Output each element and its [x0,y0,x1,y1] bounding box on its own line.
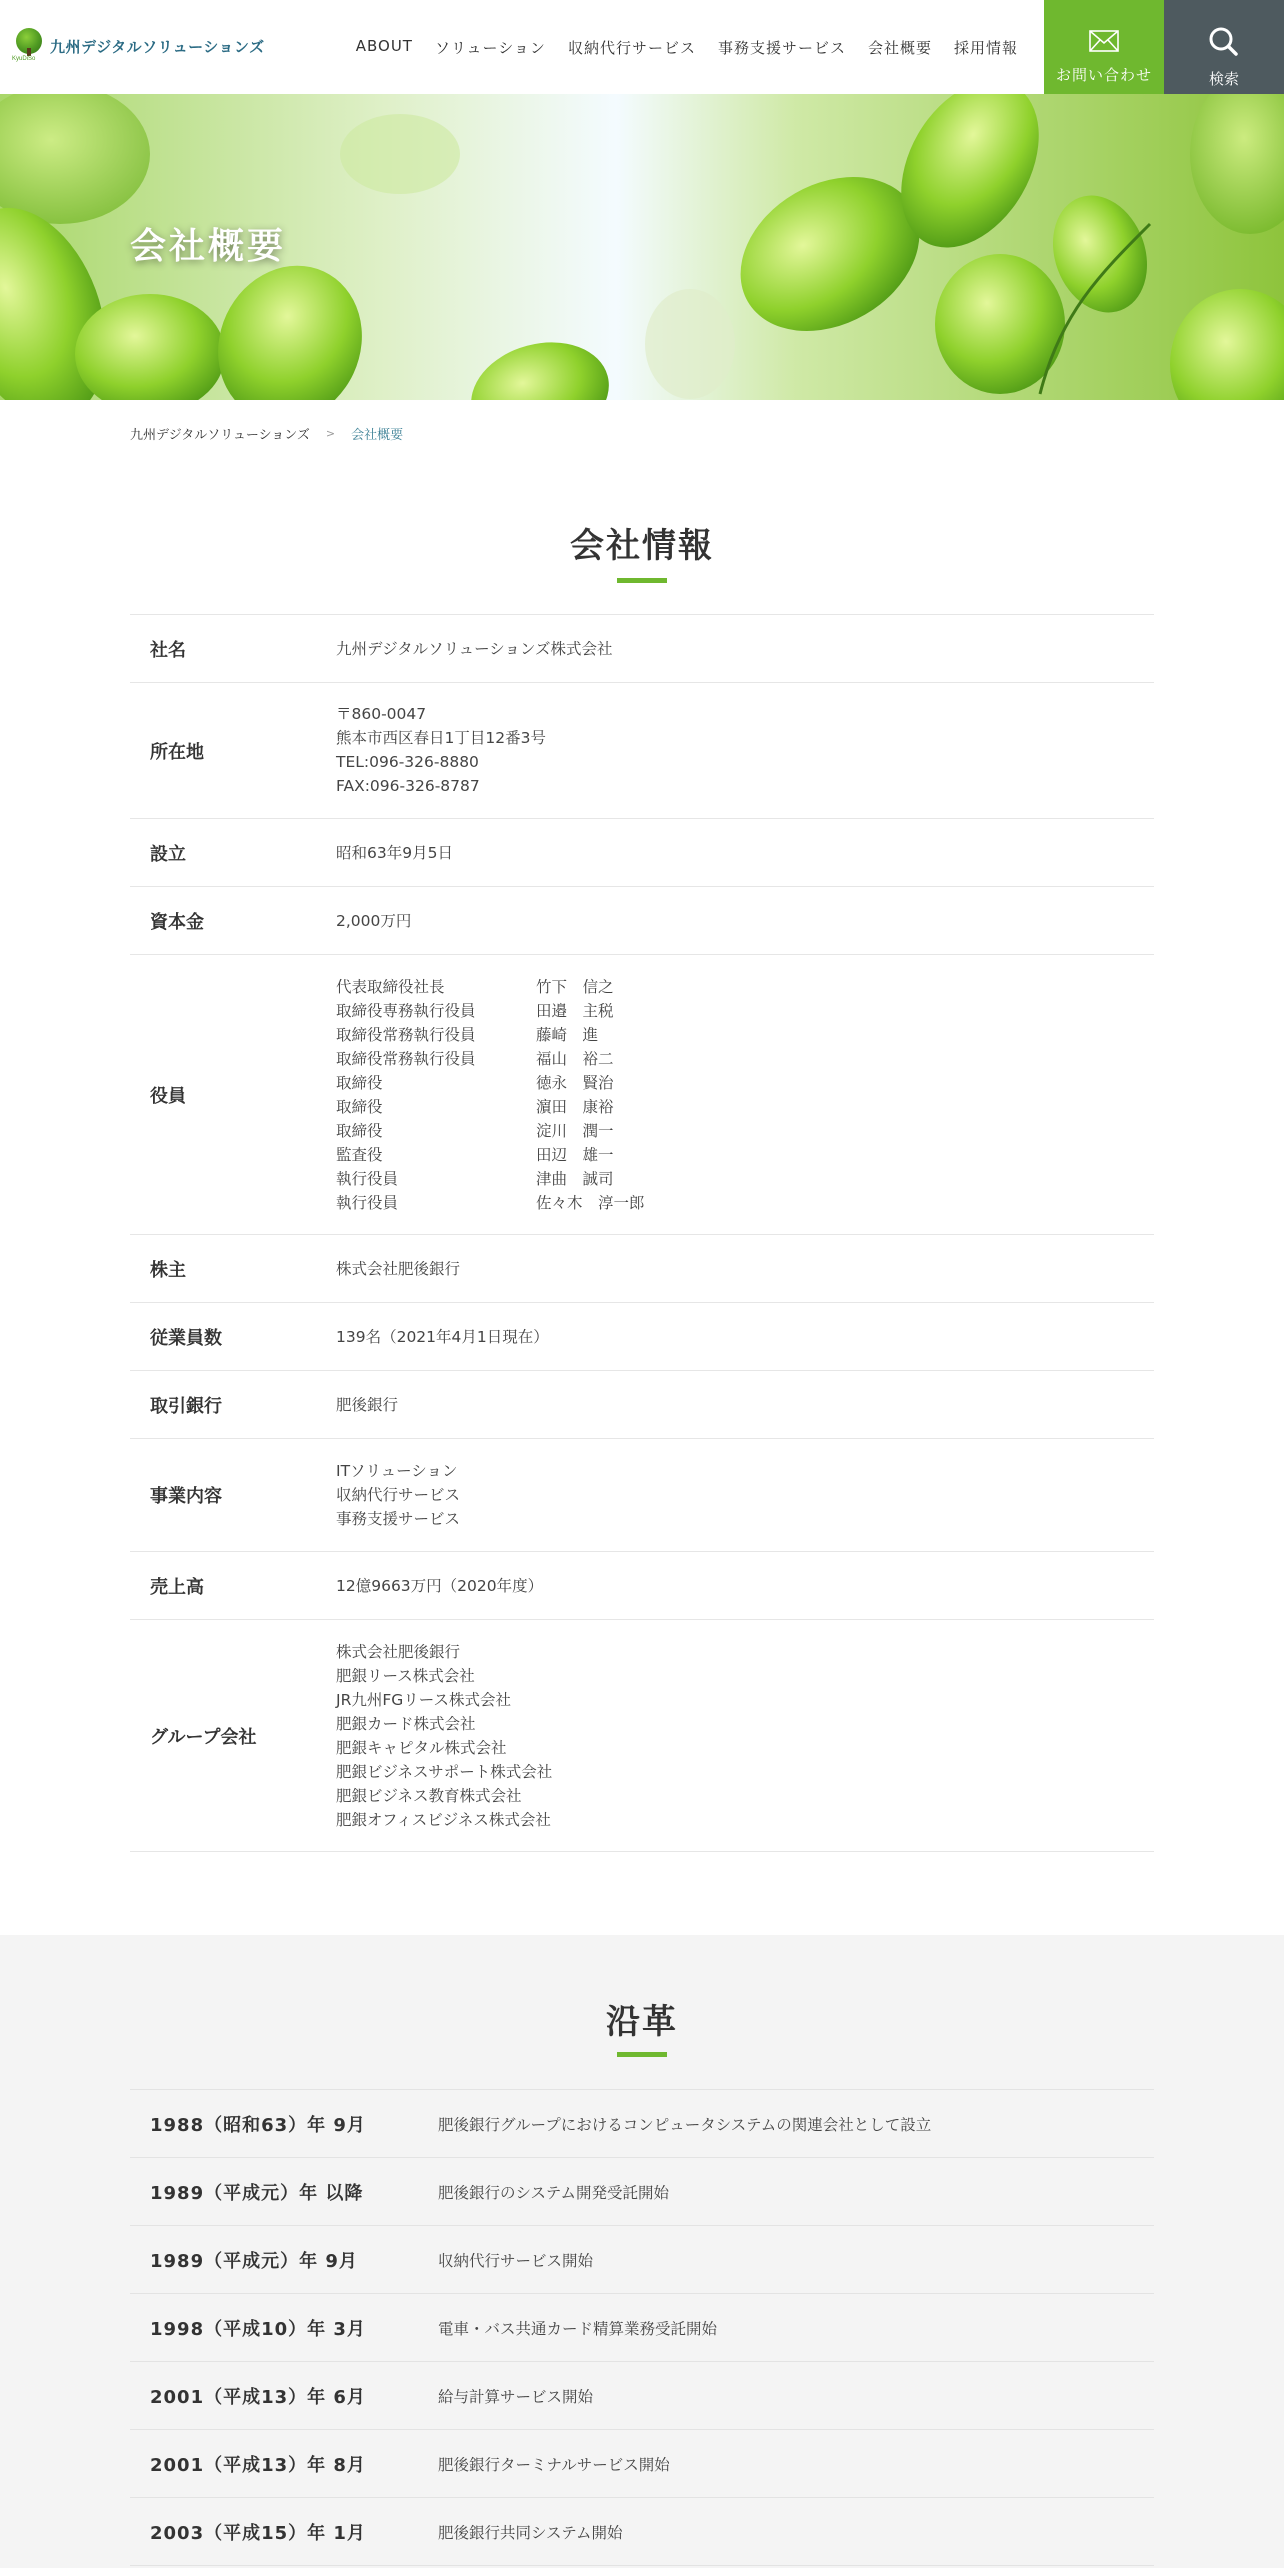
breadcrumb-separator: > [325,427,336,440]
row-value: 2,000万円 [336,911,412,930]
row-value: 九州デジタルソリューションズ株式会社 [336,639,613,658]
table-row [130,1303,1154,1371]
history-date: 1989（平成元）年 以降 [150,2182,364,2204]
group-company: 肥銀オフィスビジネス株式会社 [336,1811,551,1829]
heading-underline [617,2052,667,2057]
row-value [336,955,1154,1234]
history-row [130,2430,1154,2498]
row-label: 所在地 [150,741,204,763]
history-list [130,2089,1154,2566]
history-date: 2001（平成13）年 8月 [150,2454,366,2476]
officer-name: 竹下 信之 [536,978,614,996]
table-row [130,955,1154,1235]
row-label: 事業内容 [150,1486,222,1507]
table-row [130,683,1154,819]
business-item: 収納代行サービス [336,1486,461,1504]
history-desc: 収納代行サービス開始 [438,2251,594,2270]
table-row [130,615,1154,683]
row-value: 139名（2021年4月1日現在） [336,1327,549,1346]
group-company: 肥銀ビジネスサポート株式会社 [336,1763,553,1781]
contact-label: お問い合わせ [1055,66,1152,84]
row-value [336,683,1154,818]
postal-code: 〒860-0047 [336,705,427,723]
table-row [130,1371,1154,1439]
group-company: JR九州FGリース株式会社 [336,1691,511,1709]
row-value: 肥後銀行 [336,1395,399,1414]
nav-recruit[interactable]: 採用情報 [953,39,1018,57]
table-row [130,1439,1154,1552]
logo-tree-icon [14,28,44,64]
business-item: 事務支援サービス [336,1510,461,1528]
table-row [130,1620,1154,1852]
search-icon [1208,26,1240,58]
site-logo[interactable] [14,28,265,64]
nav-solution[interactable]: ソリューション [434,39,546,57]
officer-title: 代表取締役社長 [336,978,445,996]
officer-title: 監査役 [336,1146,383,1164]
officer-title: 取締役 [336,1122,383,1140]
row-value: 昭和63年9月5日 [336,843,453,862]
logo-text: 九州デジタルソリューションズ [50,37,265,56]
history-heading: 沿革 [606,2002,678,2042]
officer-title: 取締役常務執行役員 [336,1026,476,1044]
row-label: 役員 [150,1085,186,1107]
history-date: 2003（平成15）年 1月 [150,2522,366,2544]
history-desc: 電車・バス共通カード精算業務受託開始 [438,2319,718,2338]
row-value [336,1620,1154,1851]
officer-title: 取締役専務執行役員 [336,1002,476,1020]
tel-text[interactable]: TEL:096-326-8880 [336,753,479,771]
history-desc: 肥後銀行のシステム開発受託開始 [438,2183,669,2202]
history-row [130,2498,1154,2566]
history-desc: 肥後銀行共同システム開始 [438,2523,623,2542]
hero-banner [0,94,1284,400]
nav-collection-service[interactable]: 収納代行サービス [567,39,696,57]
fax-text: FAX:096-326-8787 [336,777,480,795]
officer-name: 津曲 誠司 [536,1170,614,1188]
officer-name: 福山 裕二 [536,1050,614,1068]
page-title: 会社概要 [130,226,287,267]
company-info-heading: 会社情報 [570,526,714,566]
row-value: 12億9663万円（2020年度） [336,1576,544,1595]
history-row [130,2294,1154,2362]
history-desc: 給与計算サービス開始 [438,2387,594,2406]
row-label: 従業員数 [150,1327,222,1349]
history-date: 1989（平成元）年 9月 [150,2250,358,2272]
group-company: 肥銀キャピタル株式会社 [336,1739,507,1757]
history-desc: 肥後銀行ターミナルサービス開始 [438,2455,670,2474]
row-label: 取引銀行 [150,1395,222,1417]
breadcrumb [130,424,403,443]
group-company: 肥銀ビジネス教育株式会社 [336,1787,522,1805]
officer-name: 佐々木 淳一郎 [536,1194,645,1212]
officer-title: 取締役常務執行役員 [336,1050,476,1068]
history-row [130,2158,1154,2226]
history-date: 1988（昭和63）年 9月 [150,2114,366,2136]
officer-title: 執行役員 [336,1170,399,1188]
officer-name: 淀川 潤一 [536,1122,614,1140]
officer-name: 濵田 康裕 [536,1098,614,1116]
table-row [130,1552,1154,1620]
row-value: 株式会社肥後銀行 [336,1259,461,1278]
group-company: 肥銀リース株式会社 [336,1667,475,1685]
group-company: 株式会社肥後銀行 [336,1643,461,1661]
table-row [130,1235,1154,1303]
company-info-table [130,614,1154,1852]
row-label: 売上高 [150,1576,204,1598]
search-label: 検索 [1208,70,1239,88]
officer-title: 取締役 [336,1098,383,1116]
table-row [130,819,1154,887]
officer-title: 取締役 [336,1074,383,1092]
breadcrumb-current: 会社概要 [351,428,404,443]
history-desc: 肥後銀行グループにおけるコンピュータシステムの関連会社として設立 [438,2115,932,2134]
logo-subtext: KyuDiSo [12,56,36,62]
officer-title: 執行役員 [336,1194,399,1212]
officer-name: 徳永 賢治 [536,1074,614,1092]
history-row [130,2226,1154,2294]
row-label: 社名 [150,639,186,661]
heading-underline [617,578,667,583]
global-nav [334,37,1018,58]
officer-name: 田邉 主税 [536,1002,614,1020]
row-value [336,1439,1154,1551]
nav-company[interactable]: 会社概要 [867,39,932,57]
history-row [130,2362,1154,2430]
table-row [130,887,1154,955]
row-label: 設立 [150,843,186,865]
history-date: 1998（平成10）年 3月 [150,2318,366,2340]
officer-name: 藤崎 進 [536,1026,599,1044]
nav-about[interactable]: ABOUT [355,37,413,55]
row-label: 株主 [150,1259,186,1281]
row-label: グループ会社 [150,1726,257,1748]
officer-name: 田辺 雄一 [536,1146,614,1164]
officer-list [336,975,1154,1215]
history-row [130,2090,1154,2158]
breadcrumb-home[interactable]: 九州デジタルソリューションズ [130,428,310,443]
address-text: 熊本市西区春日1丁目12番3号 [336,729,546,747]
row-label: 資本金 [150,911,204,933]
business-item: ITソリューション [336,1462,458,1480]
nav-office-support[interactable]: 事務支援サービス [717,39,846,57]
mail-icon [1089,30,1119,52]
group-company: 肥銀カード株式会社 [336,1715,476,1733]
history-date: 2001（平成13）年 6月 [150,2386,366,2408]
